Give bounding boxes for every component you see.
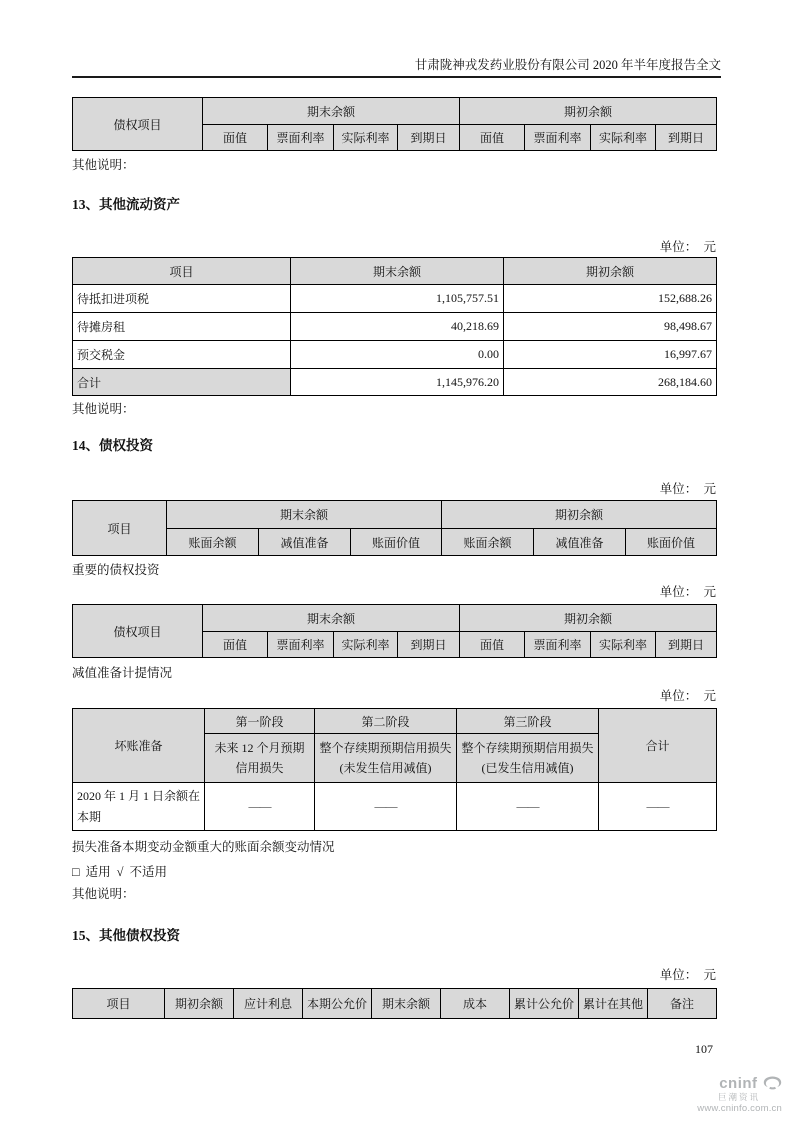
col-cumulative-other: 累计在其他: [579, 989, 648, 1019]
table-row: [73, 313, 717, 341]
applicable-label: 适用: [85, 865, 111, 879]
col-debt-item: 债权项目: [73, 98, 203, 151]
cell-item: 待抵扣进项税: [73, 285, 291, 313]
col-beginning-balance-group: 期初余额: [460, 605, 717, 632]
page-number: 107: [695, 1042, 713, 1056]
col-beginning-balance-group: 期初余额: [460, 98, 717, 125]
stage-desc-note: (未发生信用减值): [339, 761, 432, 775]
cell-beginning-balance: 16,997.67: [504, 341, 717, 369]
col-coupon-rate: 票面利率: [525, 125, 591, 151]
col-coupon-rate: 票面利率: [268, 125, 334, 151]
col-item: 项目: [73, 989, 165, 1019]
col-face-value: 面值: [203, 125, 268, 151]
col-impairment-provision: 减值准备: [534, 529, 626, 556]
col-current-fair-value: 本期公允价: [303, 989, 372, 1019]
col-remarks: 备注: [648, 989, 717, 1019]
cell-dash: ——: [315, 783, 457, 831]
col-book-balance: 账面余额: [167, 529, 259, 556]
col-coupon-rate: 票面利率: [268, 632, 334, 658]
col-beginning-balance-group: 期初余额: [442, 501, 717, 529]
stage-desc-text: 未来 12 个月预期信用损失: [214, 741, 305, 775]
cninfo-watermark: [672, 1076, 782, 1113]
not-applicable-label: 不适用: [129, 865, 167, 879]
col-total: 合计: [599, 709, 717, 783]
col-item: 项目: [73, 501, 167, 556]
col-stage-2-desc: [315, 734, 457, 783]
cell-ending-balance: 40,218.69: [291, 313, 504, 341]
page-header-title: 甘肃陇神戎发药业股份有限公司 2020 年半年度报告全文: [414, 58, 721, 72]
cell-beginning-balance: 98,498.67: [504, 313, 717, 341]
col-face-value: 面值: [203, 632, 268, 658]
unit-label: 单位： 元: [659, 968, 716, 982]
col-maturity-date: 到期日: [398, 125, 460, 151]
unit-label: 单位： 元: [659, 689, 716, 703]
cell-total-label: 合计: [73, 369, 291, 396]
unit-label: 单位： 元: [659, 482, 716, 496]
cninfo-url: www.cninfo.com.cn: [697, 1102, 782, 1114]
cninfo-swirl-icon: [763, 1076, 782, 1091]
other-note-label: 其他说明：: [72, 158, 135, 172]
col-maturity-date: 到期日: [398, 632, 460, 658]
bad-debt-provision-table: [72, 708, 717, 831]
col-effective-rate: 实际利率: [334, 632, 398, 658]
col-ending-balance: 期末余额: [372, 989, 441, 1019]
col-maturity-date: 到期日: [656, 125, 717, 151]
debt-items-table-top: [72, 97, 717, 151]
impairment-provision-label: 减值准备计提情况: [72, 666, 173, 680]
important-debt-investment-label: 重要的债权投资: [72, 563, 160, 577]
col-stage-1-desc: [205, 734, 315, 783]
col-ending-balance-group: 期末余额: [203, 605, 460, 632]
cell-beginning-balance: 268,184.60: [504, 369, 717, 396]
debt-items-table-mid: [72, 604, 717, 658]
col-book-balance: 账面余额: [442, 529, 534, 556]
col-maturity-date: 到期日: [656, 632, 717, 658]
other-note-label: 其他说明：: [72, 887, 135, 901]
col-stage-3-desc: [457, 734, 599, 783]
cell-item: 待摊房租: [73, 313, 291, 341]
cell-row-label: 2020 年 1 月 1 日余额在本期: [73, 783, 205, 831]
cell-dash: ——: [205, 783, 315, 831]
col-item: 项目: [73, 258, 291, 285]
cell-beginning-balance: 152,688.26: [504, 285, 717, 313]
cninfo-brand-row: [672, 1076, 782, 1092]
cell-item: 预交税金: [73, 341, 291, 369]
col-face-value: 面值: [460, 125, 525, 151]
cell-ending-balance: 1,105,757.51: [291, 285, 504, 313]
stage-desc-text: 整个存续期预期信用损失: [319, 741, 452, 755]
other-debt-investment-table: [72, 988, 717, 1019]
loss-provision-change-label: 损失准备本期变动金额重大的账面余额变动情况: [72, 840, 335, 854]
col-effective-rate: 实际利率: [591, 125, 656, 151]
col-book-value: 账面价值: [626, 529, 717, 556]
table-row: [73, 341, 717, 369]
cell-dash: ——: [599, 783, 717, 831]
cell-ending-balance: 1,145,976.20: [291, 369, 504, 396]
table-row: [73, 285, 717, 313]
col-bad-debt-provision: 坏账准备: [73, 709, 205, 783]
table-row-total: [73, 369, 717, 396]
checkbox-unchecked-icon: □: [72, 865, 80, 879]
col-impairment-provision: 减值准备: [259, 529, 351, 556]
col-face-value: 面值: [460, 632, 525, 658]
col-coupon-rate: 票面利率: [525, 632, 591, 658]
col-ending-balance-group: 期末余额: [167, 501, 442, 529]
stage-desc-note: (已发生信用减值): [481, 761, 574, 775]
applicable-line: [72, 862, 173, 880]
cell-dash: ——: [457, 783, 599, 831]
table-row: [73, 783, 717, 831]
section-14-heading: 14、债权投资: [72, 438, 153, 453]
col-beginning-balance: 期初余额: [504, 258, 717, 285]
checkmark-icon: √: [116, 865, 124, 879]
stage-desc-text: 整个存续期预期信用损失: [461, 741, 594, 755]
col-cumulative-fair-value: 累计公允价: [510, 989, 579, 1019]
col-stage-3: 第三阶段: [457, 709, 599, 734]
cninfo-brand-chinese: 巨潮资讯: [717, 1092, 760, 1102]
col-ending-balance-group: 期末余额: [203, 98, 460, 125]
col-cost: 成本: [441, 989, 510, 1019]
col-ending-balance: 期末余额: [291, 258, 504, 285]
cell-ending-balance: 0.00: [291, 341, 504, 369]
col-beginning-balance: 期初余额: [165, 989, 234, 1019]
debt-investment-balance-table: [72, 500, 717, 556]
col-effective-rate: 实际利率: [334, 125, 398, 151]
section-13-heading: 13、其他流动资产: [72, 197, 180, 212]
col-debt-item: 债权项目: [73, 605, 203, 658]
unit-label: 单位： 元: [659, 240, 716, 254]
unit-label: 单位： 元: [659, 585, 716, 599]
col-accrued-interest: 应计利息: [234, 989, 303, 1019]
col-stage-2: 第二阶段: [315, 709, 457, 734]
other-current-assets-table: [72, 257, 717, 396]
section-15-heading: 15、其他债权投资: [72, 928, 180, 943]
header-rule: [72, 76, 721, 78]
col-book-value: 账面价值: [351, 529, 442, 556]
cninfo-brand-text: cninf: [719, 1075, 758, 1092]
col-effective-rate: 实际利率: [591, 632, 656, 658]
col-stage-1: 第一阶段: [205, 709, 315, 734]
other-note-label: 其他说明：: [72, 402, 135, 416]
